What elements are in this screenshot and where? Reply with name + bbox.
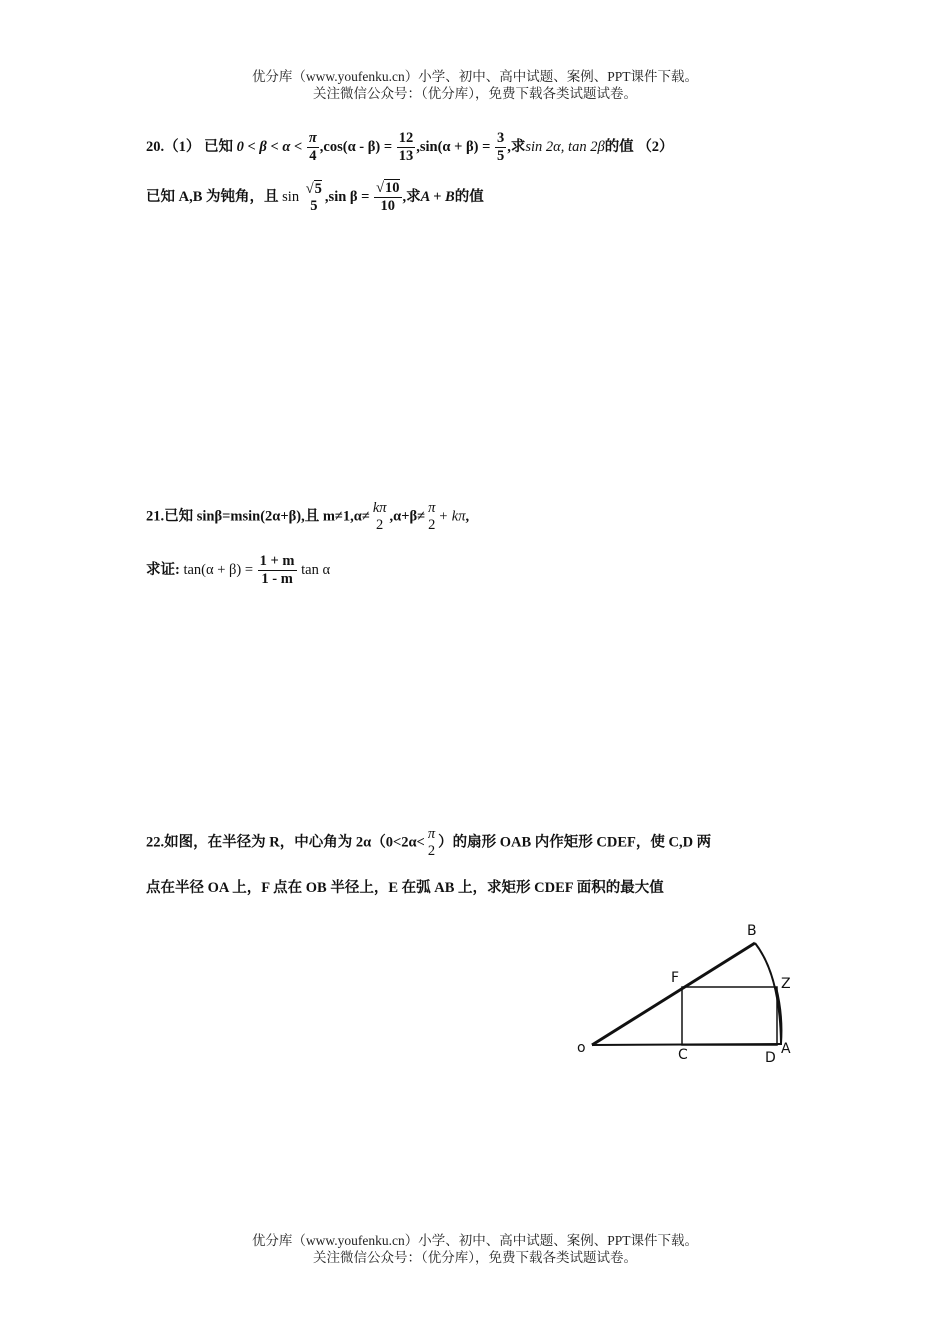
q20-ask1-expr: sin 2α, tan 2β (525, 138, 605, 155)
label-f: F (671, 970, 680, 986)
header-line-1: 优分库（www.youfenku.cn）小学、初中、高中试题、案例、PPT课件下载。 (251, 69, 699, 84)
q21-mid: ,α+β≠ (389, 508, 426, 525)
label-o: o (577, 1040, 586, 1056)
q20-ask2-tail: 的值 (454, 188, 484, 205)
q21-end: , (465, 508, 470, 525)
q21-tan-rhs: tan α (301, 561, 331, 578)
q21-frac-pi-2: π 2 (428, 500, 436, 533)
q21-number: 21. (146, 508, 165, 525)
q20-frac-pi-4: $\frac{\pi}{4}$ (308, 130, 317, 164)
q20-part1-label: （1） 已知 (164, 138, 233, 155)
q21-line-1 (146, 500, 469, 534)
q22-line2: 点在半径 OA 上，F 点在 OB 半径上，E 在弧 AB 上，求矩形 CDEF 面积的最大值 (146, 880, 664, 896)
q20-ask1: ,求 (507, 138, 526, 155)
q21-tan-lhs: tan(α + β) = (183, 561, 254, 578)
footer-line-2: 关注微信公众号：（优分库），免费下载各类试题试卷。 (313, 1250, 637, 1265)
q22-line-2 (146, 876, 664, 897)
q22-number: 22. (146, 834, 165, 851)
q20-cos-part: ,cos(α - β) = (319, 138, 393, 155)
q22-line1-b: ）的扇形 OAB 内作矩形 CDEF，使 C,D 两 (438, 834, 712, 851)
q20-sin-b: ,sin β = (324, 188, 370, 205)
rectangle-cdef (682, 987, 777, 1045)
q21-frac-1pm-1mm: $\frac{1 + m}{1 - m}$ (259, 553, 295, 587)
label-b: B (747, 923, 757, 939)
q20-line2-start: 已知 A,B 为钝角，且 (146, 188, 279, 205)
q20-ask1-tail: 的值 (604, 138, 634, 155)
q21-line-2 (146, 553, 330, 588)
q20-frac-sqrt5-5: √5 5 (305, 180, 322, 214)
q22-line1-a: 如图，在半径为 R，中心角为 2α（0<2α< (164, 834, 425, 851)
q21-plus-kpi: + kπ (438, 508, 466, 525)
page-footer (0, 1232, 950, 1266)
radius-ob-line (592, 943, 755, 1045)
q20-frac-12-13: $\frac{12}{13}$ (398, 130, 414, 164)
q20-line-2 (146, 180, 484, 215)
q22-line-1 (146, 826, 711, 860)
page-header (0, 68, 950, 102)
q20-sin-a: sin (282, 188, 300, 205)
q20-frac-3-5: $\frac{3}{5}$ (497, 130, 505, 164)
q20-part2-label: （2） (637, 138, 674, 155)
footer-line-1: 优分库（www.youfenku.cn）小学、初中、高中试题、案例、PPT课件下载。 (251, 1233, 699, 1248)
q20-ask2: ,求 (402, 188, 421, 205)
label-e: Z (781, 976, 791, 992)
q21-line1-start: 已知 sinβ=msin(2α+β),且 m≠1,α≠ (164, 508, 370, 525)
header-line-2: 关注微信公众号：（优分库），免费下载各类试题试卷。 (313, 86, 637, 101)
q20-number: 20. (146, 138, 165, 155)
q20-line-1 (146, 130, 674, 165)
label-c: C (678, 1047, 688, 1063)
label-a: A (781, 1041, 791, 1057)
sector-rectangle-figure (575, 915, 825, 1075)
q20-frac-sqrt10-10: $\frac{√10}{10}$ (376, 180, 400, 214)
q21-prove-label: 求证: (146, 561, 180, 578)
q20-sin-part: ,sin(α + β) = (416, 138, 491, 155)
q20-condition: 0 < β < α < (236, 138, 303, 155)
q20-ask2-expr: A + B (420, 188, 455, 205)
q21-frac-kpi-2: kπ 2 (372, 500, 387, 533)
q22-frac-pi-2: π 2 (427, 826, 436, 859)
label-d: D (765, 1050, 776, 1066)
